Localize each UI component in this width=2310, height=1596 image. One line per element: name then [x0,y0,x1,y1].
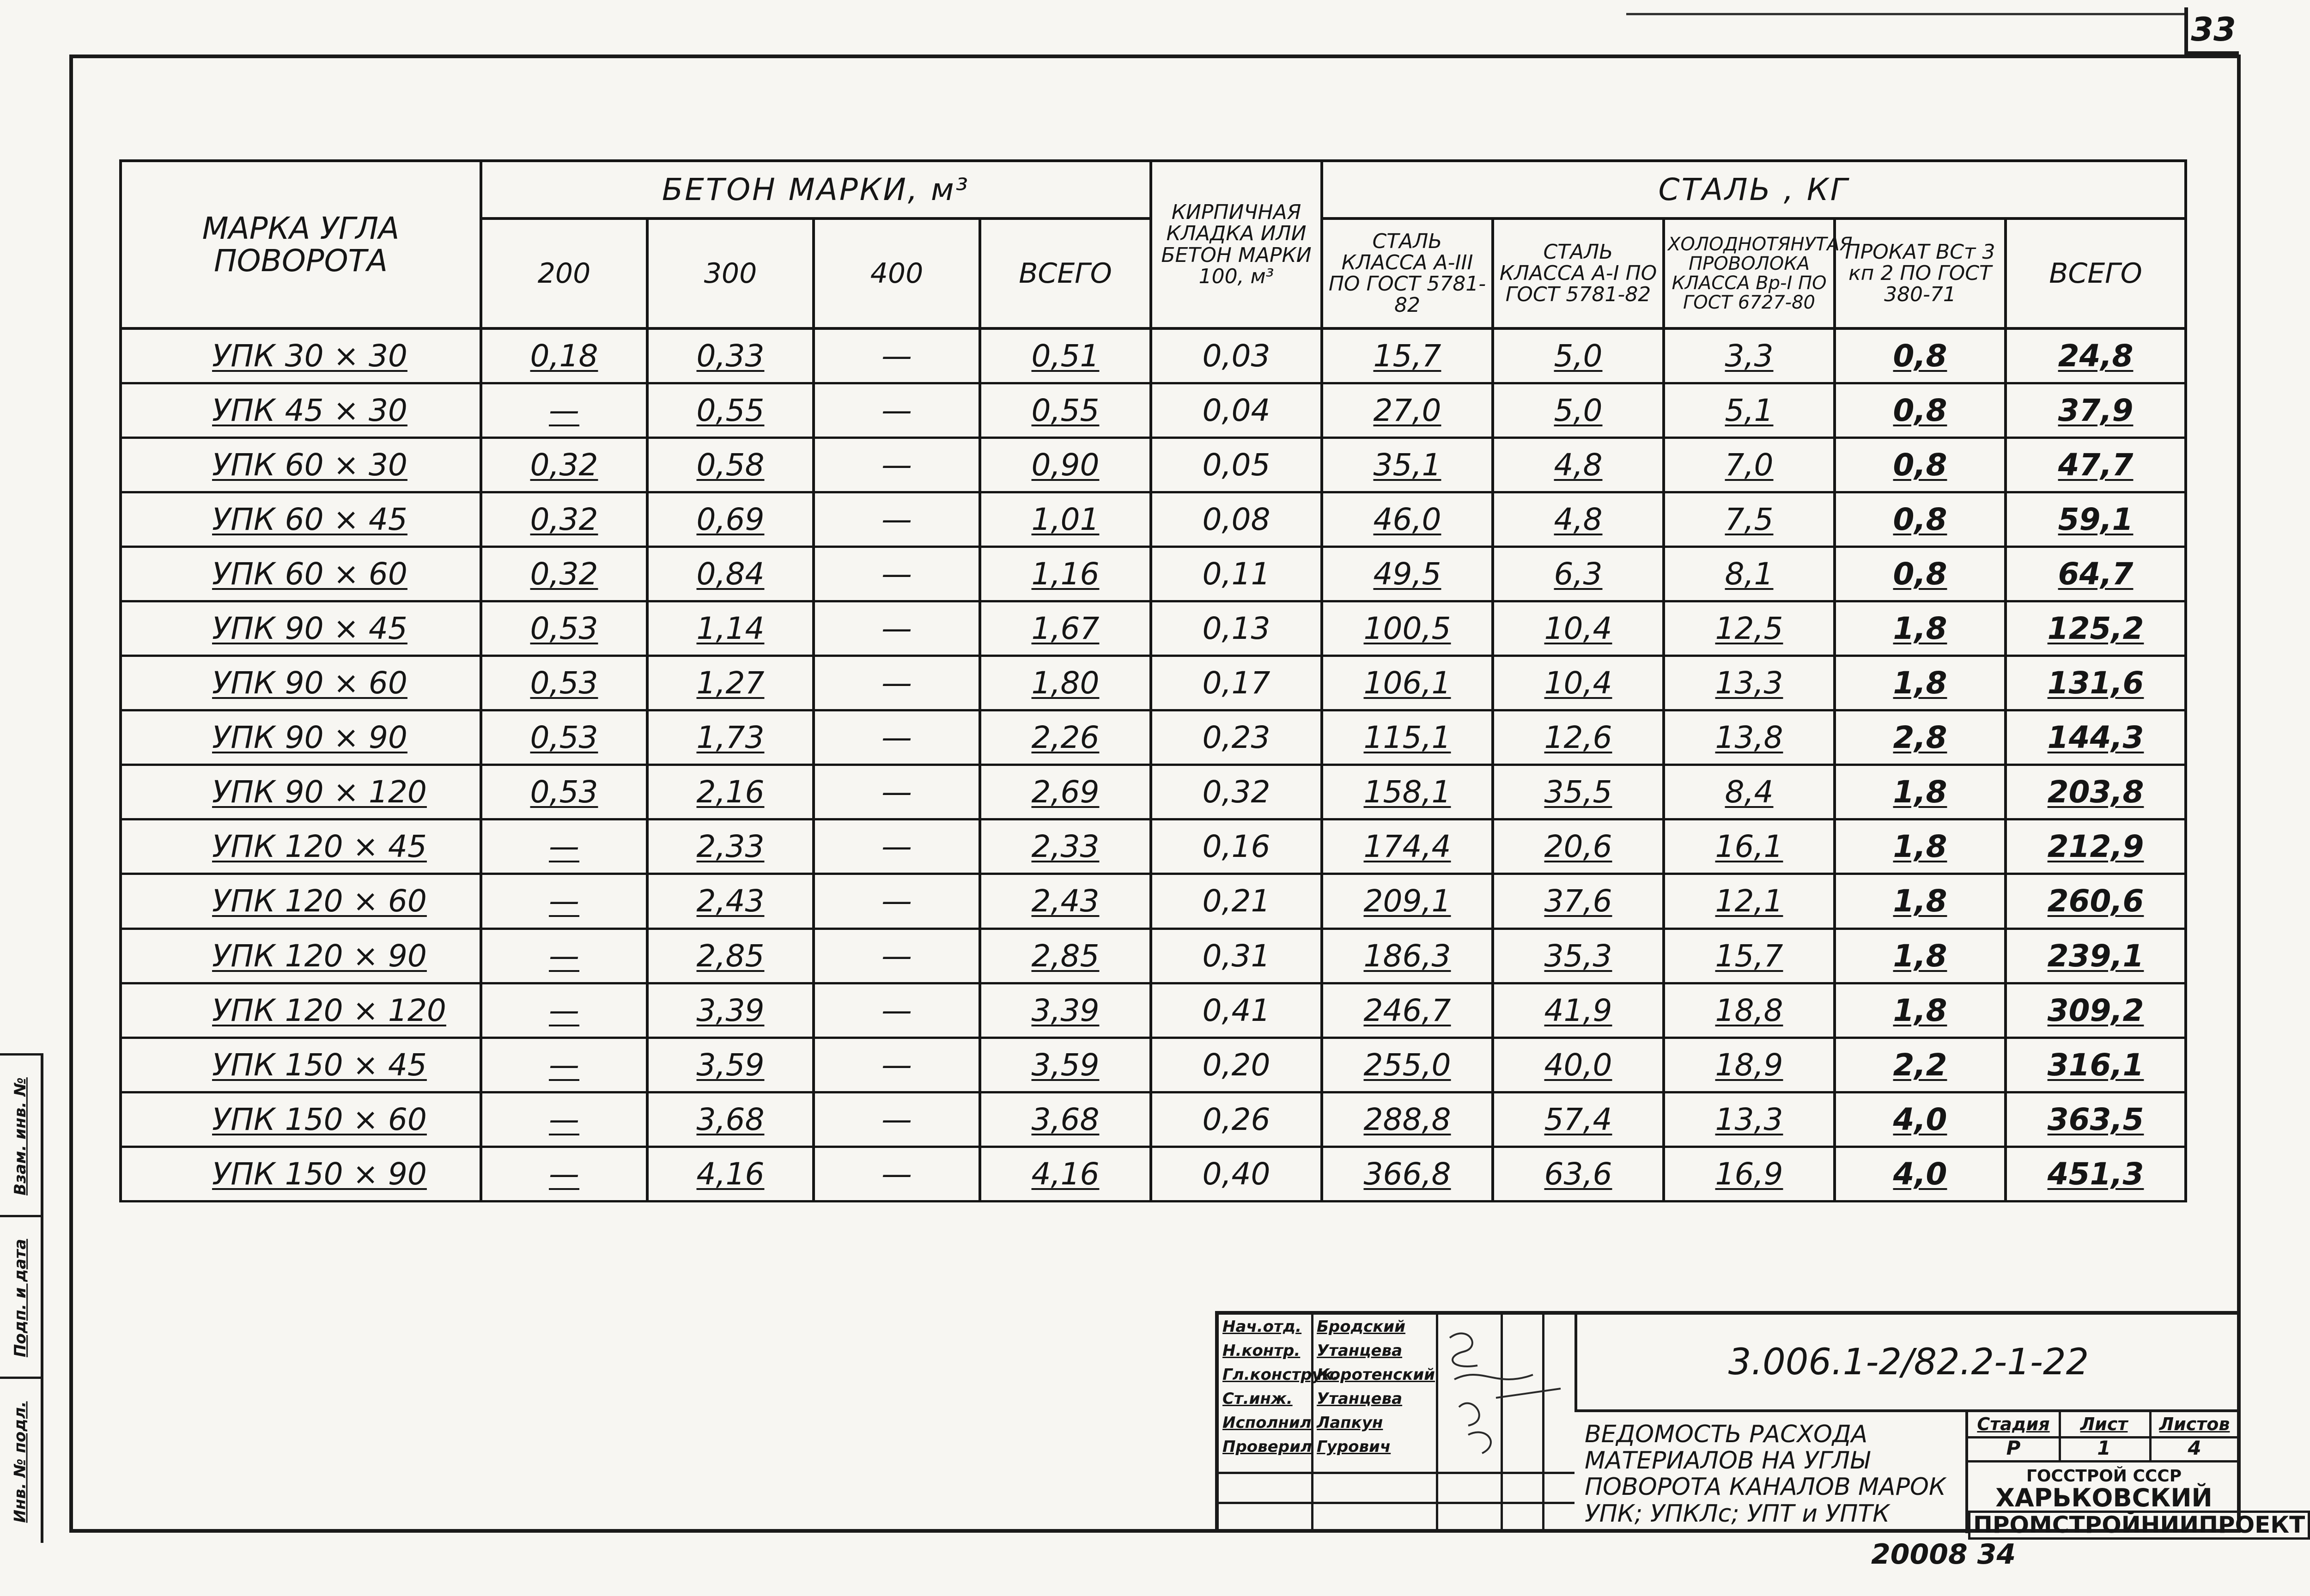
concrete-300-cell: 1,73 [647,710,814,765]
brick-cell: 0,11 [1151,546,1322,601]
steel-rolled-cell: 1,8 [1835,819,2006,874]
steel-total-cell: 309,2 [2006,983,2186,1038]
steel-wire-cell: 16,9 [1664,1147,1835,1201]
left-stamp-column [0,1053,43,1543]
steel-total-cell: 451,3 [2006,1147,2186,1201]
mark-cell: УПК 150 × 60 [121,1092,481,1147]
signature-role: Проверил [1222,1438,1312,1456]
sheet-label: Лист [2080,1414,2128,1434]
sig-hline [1219,1472,1574,1474]
concrete-400-cell: — [814,656,980,710]
steel-wire-cell: 18,9 [1664,1038,1835,1092]
concrete-200-cell: 0,32 [481,437,647,492]
steel-wire-cell: 15,7 [1664,928,1835,983]
concrete-200-cell: 0,32 [481,546,647,601]
steel-rolled-cell: 1,8 [1835,874,2006,928]
steel-rolled-cell: 1,8 [1835,983,2006,1038]
brick-cell: 0,20 [1151,1038,1322,1092]
table-row [121,874,2186,928]
steel-a1-cell: 5,0 [1493,328,1664,383]
stamp-replace-inv [0,1053,41,1217]
concrete-total-cell: 2,26 [980,710,1151,765]
concrete-total-cell: 1,01 [980,492,1151,546]
brick-cell: 0,08 [1151,492,1322,546]
brick-cell: 0,26 [1151,1092,1322,1147]
sheets-value: 4 [2188,1436,2201,1459]
concrete-total-cell: 2,33 [980,819,1151,874]
steel-a3-cell: 27,0 [1322,383,1493,437]
steel-a3-cell: 35,1 [1322,437,1493,492]
steel-total-cell: 24,8 [2006,328,2186,383]
steel-total-cell: 144,3 [2006,710,2186,765]
table-row [121,928,2186,983]
header-mark: МАРКА УГЛА ПОВОРОТА [121,161,481,328]
steel-total-cell: 37,9 [2006,383,2186,437]
steel-a1-cell: 10,4 [1493,656,1664,710]
header-steel-total: ВСЕГО [2006,218,2186,328]
concrete-400-cell: — [814,819,980,874]
concrete-400-cell: — [814,1038,980,1092]
table-row [121,1147,2186,1201]
steel-wire-cell: 3,3 [1664,328,1835,383]
steel-rolled-cell: 1,8 [1835,601,2006,655]
steel-rolled-cell: 2,2 [1835,1038,2006,1092]
sheets-label: Листов [2159,1414,2230,1434]
concrete-200-cell: — [481,1038,647,1092]
steel-a1-cell: 37,6 [1493,874,1664,928]
steel-rolled-cell: 1,8 [1835,656,2006,710]
mark-cell: УПК 90 × 90 [121,710,481,765]
brick-cell: 0,31 [1151,928,1322,983]
concrete-400-cell: — [814,546,980,601]
concrete-200-cell: 0,32 [481,492,647,546]
concrete-400-cell: — [814,1092,980,1147]
signature-name: Коротенский [1317,1365,1435,1384]
steel-wire-cell: 13,3 [1664,656,1835,710]
concrete-300-cell: 3,39 [647,983,814,1038]
steel-a3-cell: 15,7 [1322,328,1493,383]
concrete-200-cell: 0,53 [481,765,647,819]
header-steel-a3: СТАЛЬ КЛАССА А-III ПО ГОСТ 5781-82 [1322,218,1493,328]
header-c300: 300 [647,218,814,328]
concrete-total-cell: 1,16 [980,546,1151,601]
mark-cell: УПК 60 × 30 [121,437,481,492]
steel-total-cell: 316,1 [2006,1038,2186,1092]
header-steel-wire: ХОЛОДНОТЯНУТАЯ ПРОВОЛОКА КЛАССА Вр-I ПО ГОСТ 6727-80 [1664,218,1835,328]
mark-cell: УПК 45 × 30 [121,383,481,437]
concrete-200-cell: — [481,819,647,874]
mark-cell: УПК 150 × 45 [121,1038,481,1092]
mark-cell: УПК 120 × 90 [121,928,481,983]
steel-wire-cell: 18,8 [1664,983,1835,1038]
brick-cell: 0,03 [1151,328,1322,383]
steel-rolled-cell: 1,8 [1835,765,2006,819]
stamp-sign-date [0,1215,41,1379]
steel-wire-cell: 8,1 [1664,546,1835,601]
signature-role: Ст.инж. [1222,1390,1293,1408]
steel-a1-cell: 41,9 [1493,983,1664,1038]
table-row [121,437,2186,492]
concrete-300-cell: 3,68 [647,1092,814,1147]
table-row [121,492,2186,546]
concrete-total-cell: 2,69 [980,765,1151,819]
concrete-300-cell: 4,16 [647,1147,814,1201]
table-row [121,546,2186,601]
steel-a1-cell: 35,5 [1493,765,1664,819]
brick-cell: 0,40 [1151,1147,1322,1201]
steel-total-cell: 64,7 [2006,546,2186,601]
steel-total-cell: 47,7 [2006,437,2186,492]
concrete-300-cell: 2,16 [647,765,814,819]
table-row [121,983,2186,1038]
steel-a3-cell: 209,1 [1322,874,1493,928]
stage-label: Стадия [1977,1414,2050,1434]
concrete-total-cell: 1,80 [980,656,1151,710]
concrete-300-cell: 2,33 [647,819,814,874]
stamp-sign-date-text: Подп. и дата [11,1238,30,1358]
concrete-300-cell: 0,55 [647,383,814,437]
header-brick: КИРПИЧНАЯ КЛАДКА ИЛИ БЕТОН МАРКИ 100, м³ [1151,161,1322,328]
materials-table [119,159,2187,1202]
steel-a1-cell: 5,0 [1493,383,1664,437]
steel-rolled-cell: 0,8 [1835,437,2006,492]
signature-grid [1219,1315,1574,1533]
header-ctotal: ВСЕГО [980,218,1151,328]
concrete-400-cell: — [814,983,980,1038]
brick-cell: 0,21 [1151,874,1322,928]
concrete-400-cell: — [814,928,980,983]
stage-value: Р [2006,1436,2021,1459]
concrete-200-cell: 0,53 [481,601,647,655]
concrete-total-cell: 0,55 [980,383,1151,437]
steel-a3-cell: 106,1 [1322,656,1493,710]
concrete-400-cell: — [814,328,980,383]
document-description: ВЕДОМОСТЬ РАСХОДА МАТЕРИАЛОВ НА УГЛЫ ПОВОРОТА КАНАЛОВ МАРОК УПК; УПКЛс; УПТ и УПТК [1585,1420,1946,1528]
steel-total-cell: 212,9 [2006,819,2186,874]
mark-cell: УПК 60 × 45 [121,492,481,546]
concrete-200-cell: — [481,383,647,437]
steel-a3-cell: 100,5 [1322,601,1493,655]
concrete-200-cell: 0,53 [481,656,647,710]
steel-wire-cell: 16,1 [1664,819,1835,874]
header-c200: 200 [481,218,647,328]
sheet-number: 33 [2184,7,2239,55]
steel-rolled-cell: 0,8 [1835,383,2006,437]
steel-a3-cell: 49,5 [1322,546,1493,601]
table-row [121,383,2186,437]
concrete-400-cell: — [814,874,980,928]
header-concrete-group: БЕТОН МАРКИ, м³ [481,161,1151,218]
org-line-1: ГОССТРОЙ СССР [2026,1467,2182,1486]
mark-cell: УПК 120 × 120 [121,983,481,1038]
brick-cell: 0,41 [1151,983,1322,1038]
steel-a3-cell: 46,0 [1322,492,1493,546]
steel-a1-cell: 6,3 [1493,546,1664,601]
concrete-400-cell: — [814,492,980,546]
steel-total-cell: 131,6 [2006,656,2186,710]
steel-wire-cell: 7,5 [1664,492,1835,546]
concrete-400-cell: — [814,1147,980,1201]
steel-a1-cell: 10,4 [1493,601,1664,655]
steel-a1-cell: 20,6 [1493,819,1664,874]
signature-name: Утанцева [1317,1390,1403,1408]
steel-a1-cell: 63,6 [1493,1147,1664,1201]
brick-cell: 0,16 [1151,819,1322,874]
brick-cell: 0,23 [1151,710,1322,765]
title-block [1215,1311,2305,1538]
stamp-orig-inv-text: Инв. № подл. [11,1401,30,1523]
steel-a3-cell: 174,4 [1322,819,1493,874]
steel-a1-cell: 57,4 [1493,1092,1664,1147]
concrete-300-cell: 0,84 [647,546,814,601]
concrete-200-cell: 0,18 [481,328,647,383]
mark-cell: УПК 120 × 45 [121,819,481,874]
concrete-300-cell: 3,59 [647,1038,814,1092]
brick-cell: 0,17 [1151,656,1322,710]
org-line-2: ХАРЬКОВСКИЙ [1995,1483,2213,1512]
mark-cell: УПК 120 × 60 [121,874,481,928]
steel-a1-cell: 4,8 [1493,437,1664,492]
signature-role: Исполнил [1222,1414,1312,1432]
concrete-300-cell: 1,27 [647,656,814,710]
table-row [121,819,2186,874]
table-row [121,656,2186,710]
concrete-300-cell: 0,33 [647,328,814,383]
table-row [121,601,2186,655]
steel-total-cell: 260,6 [2006,874,2186,928]
signature-name: Бродский [1317,1317,1405,1336]
mark-cell: УПК 90 × 120 [121,765,481,819]
concrete-200-cell: — [481,1147,647,1201]
steel-wire-cell: 13,8 [1664,710,1835,765]
brick-cell: 0,04 [1151,383,1322,437]
steel-a3-cell: 255,0 [1322,1038,1493,1092]
table-row [121,1038,2186,1092]
mark-cell: УПК 90 × 60 [121,656,481,710]
concrete-200-cell: 0,53 [481,710,647,765]
organization [1968,1462,2305,1538]
table-row [121,328,2186,383]
concrete-400-cell: — [814,383,980,437]
concrete-400-cell: — [814,765,980,819]
steel-wire-cell: 12,5 [1664,601,1835,655]
table-row [121,1092,2186,1147]
sheet-value: 1 [2097,1436,2111,1459]
concrete-total-cell: 0,90 [980,437,1151,492]
concrete-total-cell: 3,39 [980,983,1151,1038]
signature-name: Утанцева [1317,1341,1403,1360]
steel-total-cell: 363,5 [2006,1092,2186,1147]
concrete-300-cell: 0,69 [647,492,814,546]
concrete-200-cell: — [481,983,647,1038]
concrete-300-cell: 0,58 [647,437,814,492]
concrete-total-cell: 3,59 [980,1038,1151,1092]
mark-cell: УПК 150 × 90 [121,1147,481,1201]
steel-wire-cell: 8,4 [1664,765,1835,819]
steel-a1-cell: 12,6 [1493,710,1664,765]
steel-wire-cell: 5,1 [1664,383,1835,437]
steel-a3-cell: 288,8 [1322,1092,1493,1147]
header-c400: 400 [814,218,980,328]
steel-rolled-cell: 4,0 [1835,1147,2006,1201]
footer-inventory: 20008 34 [1871,1538,2016,1571]
org-line-3: ПРОМСТРОЙНИИПРОЕКТ [1968,1511,2310,1540]
header-steel-group: СТАЛЬ , КГ [1322,161,2186,218]
steel-total-cell: 125,2 [2006,601,2186,655]
concrete-300-cell: 2,43 [647,874,814,928]
steel-rolled-cell: 0,8 [1835,328,2006,383]
concrete-200-cell: — [481,1092,647,1147]
concrete-200-cell: — [481,874,647,928]
concrete-total-cell: 3,68 [980,1092,1151,1147]
brick-cell: 0,32 [1151,765,1322,819]
steel-rolled-cell: 1,8 [1835,928,2006,983]
concrete-400-cell: — [814,601,980,655]
signature-name: Гурович [1317,1438,1391,1456]
steel-a3-cell: 246,7 [1322,983,1493,1038]
concrete-400-cell: — [814,710,980,765]
table-row [121,765,2186,819]
steel-total-cell: 59,1 [2006,492,2186,546]
stage-sheet-block [1965,1412,2305,1538]
steel-rolled-cell: 4,0 [1835,1092,2006,1147]
stamp-replace-inv-text: Взам. инв. № [11,1077,30,1195]
concrete-total-cell: 2,85 [980,928,1151,983]
brick-cell: 0,13 [1151,601,1322,655]
concrete-300-cell: 1,14 [647,601,814,655]
steel-a3-cell: 115,1 [1322,710,1493,765]
steel-rolled-cell: 0,8 [1835,492,2006,546]
steel-wire-cell: 13,3 [1664,1092,1835,1147]
steel-a3-cell: 366,8 [1322,1147,1493,1201]
header-steel-rolled: ПРОКАТ ВСт 3 кп 2 ПО ГОСТ 380-71 [1835,218,2006,328]
steel-wire-cell: 12,1 [1664,874,1835,928]
stamp-orig-inv [0,1377,41,1545]
mark-cell: УПК 30 × 30 [121,328,481,383]
steel-total-cell: 203,8 [2006,765,2186,819]
handwritten-signature-icon [1441,1319,1579,1458]
signature-name: Лапкун [1317,1414,1383,1432]
concrete-200-cell: — [481,928,647,983]
steel-wire-cell: 7,0 [1664,437,1835,492]
steel-a1-cell: 35,3 [1493,928,1664,983]
concrete-total-cell: 0,51 [980,328,1151,383]
steel-a1-cell: 4,8 [1493,492,1664,546]
concrete-total-cell: 1,67 [980,601,1151,655]
mark-cell: УПК 90 × 45 [121,601,481,655]
signature-role: Н.контр. [1222,1341,1301,1360]
concrete-300-cell: 2,85 [647,928,814,983]
concrete-total-cell: 4,16 [980,1147,1151,1201]
document-code: 3.006.1-2/82.2-1-22 [1574,1315,2240,1412]
concrete-400-cell: — [814,437,980,492]
top-edge-line [1626,13,2185,15]
steel-rolled-cell: 0,8 [1835,546,2006,601]
steel-a1-cell: 40,0 [1493,1038,1664,1092]
signature-role: Гл.конструк. [1222,1365,1339,1384]
table-row [121,710,2186,765]
steel-a3-cell: 186,3 [1322,928,1493,983]
brick-cell: 0,05 [1151,437,1322,492]
header-steel-a1: СТАЛЬ КЛАССА А-I ПО ГОСТ 5781-82 [1493,218,1664,328]
steel-rolled-cell: 2,8 [1835,710,2006,765]
mark-cell: УПК 60 × 60 [121,546,481,601]
sig-hline [1219,1502,1574,1504]
concrete-total-cell: 2,43 [980,874,1151,928]
signature-role: Нач.отд. [1222,1317,1302,1336]
steel-total-cell: 239,1 [2006,928,2186,983]
steel-a3-cell: 158,1 [1322,765,1493,819]
